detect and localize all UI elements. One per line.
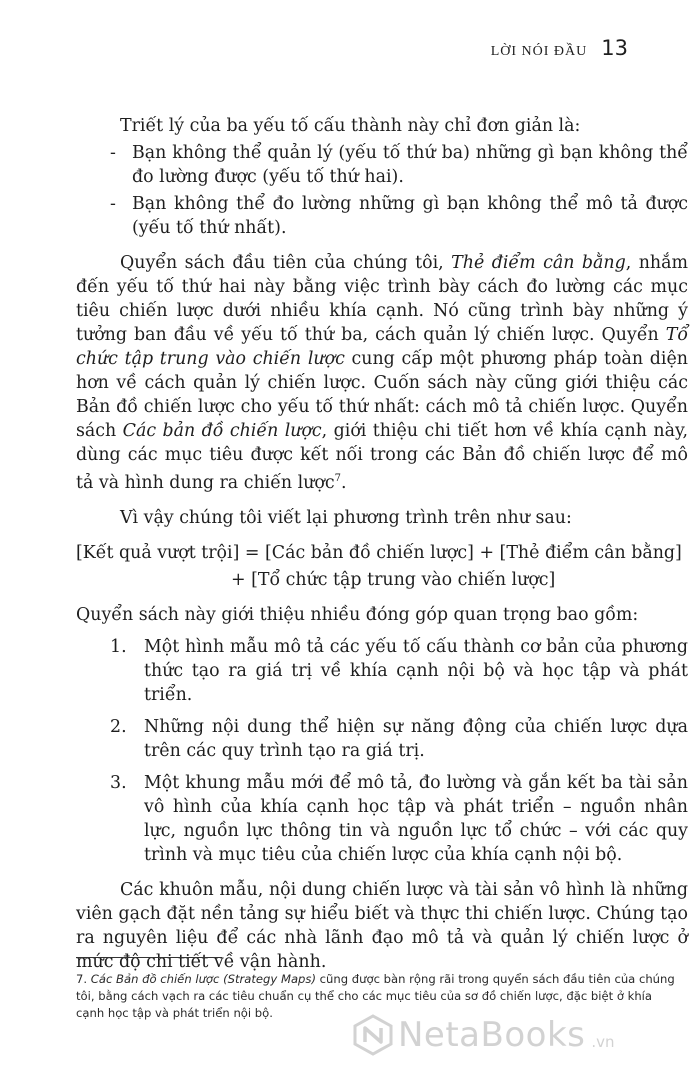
list-item-text: Một hình mẫu mô tả các yếu tố cấu thành cơ bản của phương thức tạo ra giá trị về khía cạnh nội bộ và học tập và phát triển.	[144, 636, 688, 705]
page-number: 13	[601, 36, 628, 60]
paragraph-conclusion: Các khuôn mẫu, nội dung chiến lược và tài sản vô hình là những viên gạch đặt nền tảng sự hiểu biết và thực thi chiến lược. Chúng tạo ra nguyên liệu để các nhà lãnh đạo mô tả và quản lý chiến lược ở mức độ chi tiết về vận hành.	[76, 879, 688, 972]
text-run: , nhắm đến yếu tố thứ hai này bằng việc trình bày cách đo lường các mục tiêu chiến lược dưới nhiều khía cạnh. Nó cũng trình bày những ý tưởng ban đầu về yếu tố thứ ba, cách quản lý chiến lược. Quyển	[76, 253, 688, 345]
list-item-text: Một khung mẫu mới để mô tả, đo lường và gắn kết ba tài sản vô hình của khía cạnh học tập và phát triển – nguồn nhân lực, nguồn lực thông tin và nguồn lực tổ chức – với các quy trình và mục tiêu của chiến lược của khía cạnh nội bộ.	[144, 772, 688, 865]
equation-line-2: + [Tổ chức tập trung vào chiến lược]	[231, 569, 556, 590]
book-title: Tổ chức tập trung vào chiến lược	[76, 325, 688, 369]
dash-marker: -	[110, 194, 116, 214]
paragraph-contributions: Quyển sách này giới thiệu nhiều đóng góp quan trọng bao gồm:	[76, 604, 639, 625]
number-marker: 2.	[110, 716, 127, 737]
netabooks-logo-icon	[352, 1014, 394, 1056]
list-item-text: Bạn không thể quản lý (yếu tố thứ ba) những gì bạn không thể đo lường được (yếu tố thứ hai).	[132, 143, 688, 187]
watermark-text: NetaBooks	[398, 1015, 586, 1055]
intro-paragraph: Triết lý của ba yếu tố cấu thành này chỉ đơn giản là:	[120, 116, 581, 136]
text-run: .	[340, 472, 347, 493]
footnote-italic: Các Bản đồ chiến lược (Strategy Maps)	[90, 972, 316, 986]
number-marker: 3.	[110, 772, 127, 793]
text-run: cung cấp một phương pháp toàn diện hơn về cách quản lý chiến lược. Cuốn sách này cũng giới thiệu các Bản đồ chiến lược cho yếu tố thứ nhất: cách mô tả chiến lược. Quyển sách	[76, 349, 688, 441]
dash-marker: -	[110, 143, 116, 163]
footnote-divider	[76, 957, 222, 958]
list-item	[76, 635, 688, 707]
text-run: Quyển sách đầu tiên của chúng tôi,	[120, 253, 452, 273]
footnote-text: cũng được bàn rộng rãi trong quyển sách đầu tiên của chúng tôi, bằng cách vạch ra các tiêu chuẩn cụ thể cho các mục tiêu của sơ đồ chiến lược, đặc biệt ở khía cạnh học tập và phát triển nội bộ.	[76, 972, 675, 1020]
list-item	[76, 771, 688, 867]
paragraph-equation-intro: Vì vậy chúng tôi viết lại phương trình trên như sau:	[120, 507, 572, 528]
watermark-tld: .vn	[591, 1033, 615, 1051]
equation-line-1: [Kết quả vượt trội] = [Các bản đồ chiến lược] + [Thẻ điểm cân bằng]	[76, 542, 682, 563]
footnote-reference: 7	[334, 473, 341, 484]
footnote-marker: 7.	[76, 972, 88, 986]
paragraph-books	[76, 251, 688, 495]
text-run: , giới thiệu chi tiết hơn về khía cạnh này, dùng các mục tiêu được kết nối trong các Bản đồ chiến lược để mô tả và hình dung ra chiến lược	[76, 421, 688, 493]
list-item	[76, 141, 688, 189]
number-marker: 1.	[110, 636, 127, 657]
book-title: Thẻ điểm cân bằng	[451, 253, 626, 273]
list-item	[76, 715, 688, 763]
page-header	[491, 36, 628, 60]
list-item-text: Bạn không thể đo lường những gì bạn không thể mô tả được (yếu tố thứ nhất).	[132, 194, 688, 238]
body-text	[76, 114, 688, 974]
running-title: LỜI NÓI ĐẦU	[490, 44, 588, 59]
book-title: Các bản đồ chiến lược	[122, 421, 322, 441]
list-item	[76, 192, 688, 240]
watermark	[352, 1014, 615, 1056]
list-item-text: Những nội dung thể hiện sự năng động của chiến lược dựa trên các quy trình tạo ra giá trị.	[144, 716, 688, 761]
